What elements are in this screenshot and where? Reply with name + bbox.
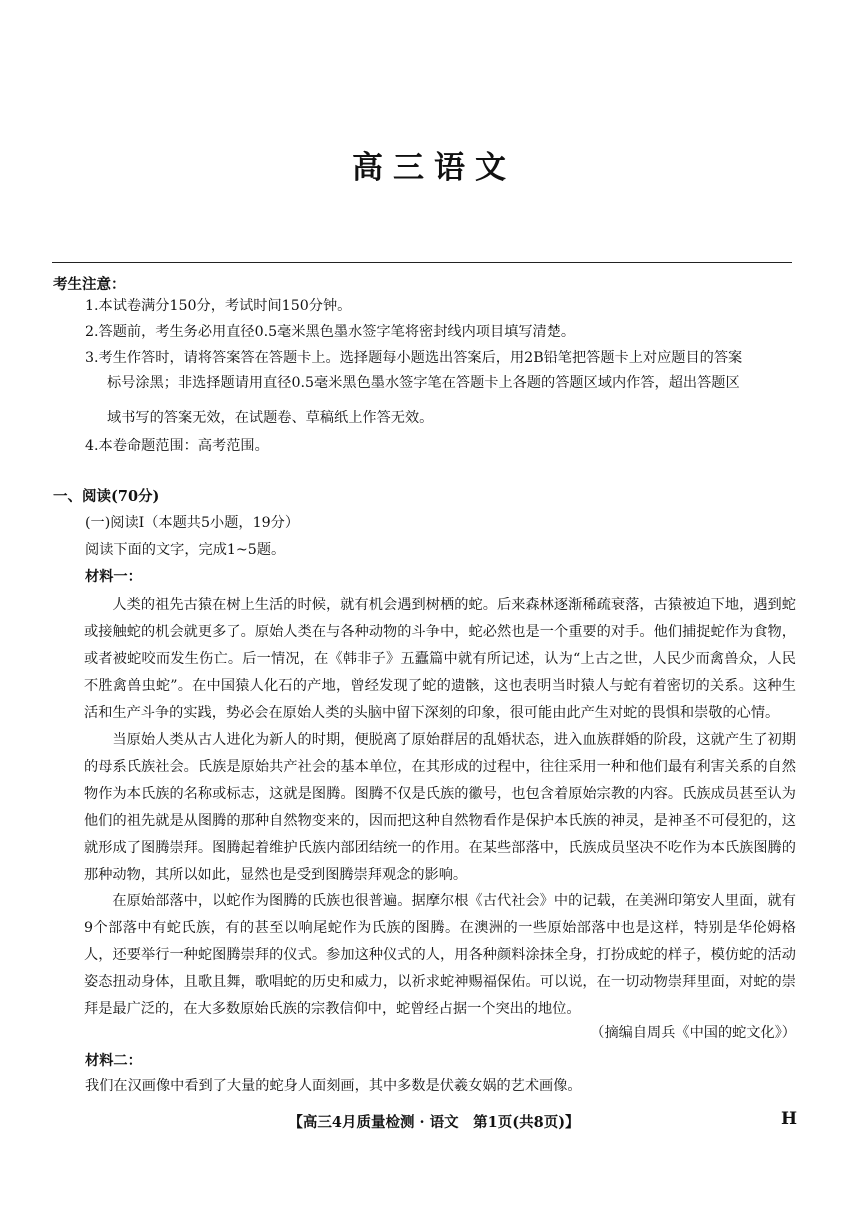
page-title: 高三语文 bbox=[352, 150, 516, 186]
material1-paragraph-1: 人类的祖先古猿在树上生活的时候，就有机会遇到树栖的蛇。后来森林逐渐稀疏衰落，古猿被迫下地，遇到蛇或接触蛇的机会就更多了。原始人类在与各种动物的斗争中，蛇必然也是一个重要的对手。他们捕捉蛇作为食物，或者被蛇咬而发生伤亡。后一情况，在《韩非子》五蠹篇中就有所记述，认为“上古之世，人民少而禽兽众，人民不胜禽兽虫蛇”。在中国猿人化石的产地，曾经发现了蛇的遗骸，这也表明当时猿人与蛇有着密切的关系。这种生活和生产斗争的实践，势必会在原始人类的头脑中留下深刻的印象，很可能由此产生对蛇的畏惧和崇敬的心情。 bbox=[84, 597, 796, 721]
material2-label: 材料二： bbox=[85, 1053, 142, 1069]
notice-item-3-cont: 标号涂黑；非选择题请用直径0.5毫米黑色墨水签字笔在答题卡上各题的答题区域内作答，超出答题区 bbox=[107, 375, 740, 391]
notice-item-4: 4.本卷命题范围：高考范围。 bbox=[85, 438, 269, 454]
notice-item-3-cont2: 域书写的答案无效，在试题卷、草稿纸上作答无效。 bbox=[107, 410, 434, 426]
section-heading: 一、阅读(70分) bbox=[53, 488, 160, 505]
material1-label: 材料一： bbox=[85, 569, 142, 585]
material1-paragraph-3: 在原始部落中，以蛇作为图腾的氏族也很普遍。据摩尔根《古代社会》中的记载，在美洲印第安人里面，就有9个部落中有蛇氏族，有的甚至以响尾蛇作为氏族的图腾。在澳洲的一些原始部落中也是这样，特别是华伦姆格人，还要举行一种蛇图腾崇拜的仪式。参加这种仪式的人，用各种颜料涂抹全身，打扮成蛇的样子，模仿蛇的活动姿态扭动身体，且歌且舞，歌唱蛇的历史和威力，以祈求蛇神赐福保佑。可以说，在一切动物崇拜里面，对蛇的崇拜是最广泛的，在大多数原始氏族的宗教信仰中，蛇曾经占据一个突出的地位。 bbox=[84, 893, 796, 1017]
header-divider bbox=[52, 262, 792, 263]
material1-paragraph-2: 当原始人类从古人进化为新人的时期，便脱离了原始群居的乱婚状态，进入血族群婚的阶段，这就产生了初期的母系氏族社会。氏族是原始共产社会的基本单位，在其形成的过程中，往往采用一种和他们最有利害关系的自然物作为本氏族的名称或标志，这就是图腾。图腾不仅是氏族的徽号，也包含着原始宗教的内容。氏族成员甚至认为他们的祖先就是从图腾的那种自然物变来的，因而把这种自然物看作是保护本氏族的神灵，是神圣不可侵犯的，这就形成了图腾崇拜。图腾起着维护氏族内部团结统一的作用。在某些部落中，氏族成员坚决不吃作为本氏族图腾的那种动物，其所以如此，显然也是受到图腾崇拜观念的影响。 bbox=[84, 732, 796, 883]
section-subheading: (一)阅读Ⅰ（本题共5小题，19分） bbox=[85, 515, 300, 531]
material2-text: 我们在汉画像中看到了大量的蛇身人面刻画，其中多数是伏羲女娲的艺术画像。 bbox=[85, 1078, 582, 1094]
page-footer: 【高三4月质量检测 · 语文 第1页(共8页)】 bbox=[288, 1114, 580, 1131]
section-instruction: 阅读下面的文字，完成1~5题。 bbox=[85, 542, 286, 558]
notice-heading: 考生注意： bbox=[53, 276, 126, 293]
material1-source: （摘编自周兵《中国的蛇文化》） bbox=[590, 1025, 796, 1041]
notice-item-3: 3.考生作答时，请将答案答在答题卡上。选择题每小题选出答案后，用2B铅笔把答题卡上对应题目的答案 bbox=[85, 350, 743, 366]
paper-code: H bbox=[781, 1109, 798, 1129]
notice-item-2: 2.答题前，考生务必用直径0.5毫米黑色墨水签字笔将密封线内项目填写清楚。 bbox=[85, 324, 576, 340]
notice-item-1: 1.本试卷满分150分，考试时间150分钟。 bbox=[85, 298, 352, 314]
